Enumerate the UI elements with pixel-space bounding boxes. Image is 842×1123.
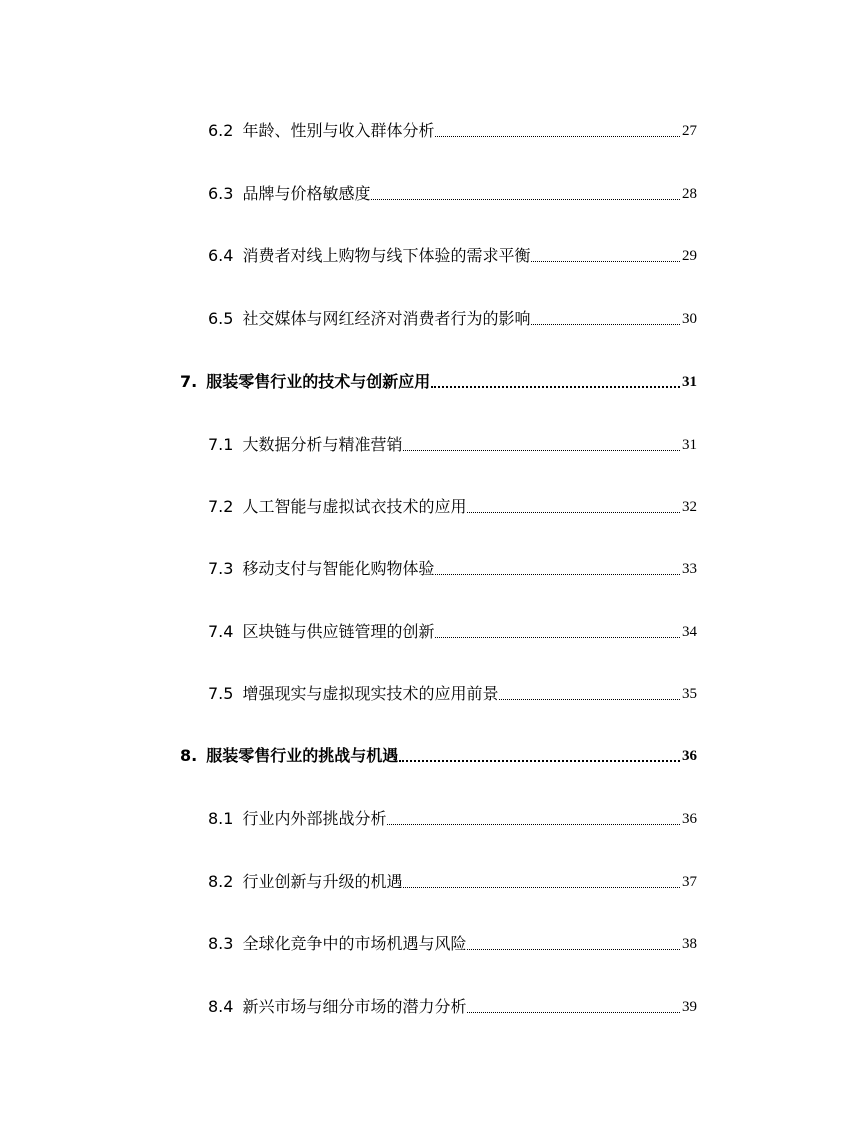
entry-page-number: 36 <box>682 811 697 827</box>
entry-page-number: 35 <box>682 686 697 702</box>
toc-entry-6-5[interactable] <box>208 303 697 329</box>
entry-page-number: 31 <box>682 437 697 453</box>
toc-entry-7-4[interactable] <box>208 616 697 642</box>
entry-title: 行业内外部挑战分析 <box>242 809 387 828</box>
dot-leader <box>371 199 680 200</box>
toc-entry-7[interactable] <box>180 366 697 392</box>
toc-entry-8-1[interactable] <box>208 803 697 829</box>
entry-number: 8.2 <box>208 872 234 891</box>
entry-title: 服装零售行业的技术与创新应用 <box>206 372 431 391</box>
dot-leader <box>467 512 680 513</box>
toc-entry-8-3[interactable] <box>208 928 697 954</box>
entry-number: 7. <box>180 372 198 391</box>
toc-entry-7-2[interactable] <box>208 491 697 517</box>
toc-entry-7-5[interactable] <box>208 678 697 704</box>
dot-leader <box>403 450 680 451</box>
entry-page-number: 34 <box>682 624 697 640</box>
dot-leader <box>403 887 680 888</box>
toc-entry-8-2[interactable] <box>208 866 697 892</box>
dot-leader <box>531 324 680 325</box>
dot-leader <box>399 760 680 762</box>
dot-leader <box>431 386 680 388</box>
entry-title: 社交媒体与网红经济对消费者行为的影响 <box>242 309 531 328</box>
entry-page-number: 38 <box>682 936 697 952</box>
entry-page-number: 31 <box>682 374 697 390</box>
entry-number: 7.3 <box>208 559 234 578</box>
dot-leader <box>531 261 680 262</box>
entry-page-number: 30 <box>682 311 697 327</box>
entry-page-number: 29 <box>682 248 697 264</box>
dot-leader <box>499 699 680 700</box>
entry-title: 消费者对线上购物与线下体验的需求平衡 <box>242 246 531 265</box>
entry-number: 6.5 <box>208 309 234 328</box>
entry-page-number: 33 <box>682 561 697 577</box>
dot-leader <box>435 136 680 137</box>
entry-page-number: 39 <box>682 999 697 1015</box>
entry-title: 新兴市场与细分市场的潜力分析 <box>242 997 467 1016</box>
entry-title: 移动支付与智能化购物体验 <box>242 559 435 578</box>
entry-number: 8.1 <box>208 809 234 828</box>
entry-title: 区块链与供应链管理的创新 <box>242 622 435 641</box>
dot-leader <box>387 824 680 825</box>
toc-entry-7-1[interactable] <box>208 429 697 455</box>
entry-title: 服装零售行业的挑战与机遇 <box>206 746 399 765</box>
dot-leader <box>435 637 680 638</box>
entry-number: 8.3 <box>208 934 234 953</box>
entry-title: 全球化竞争中的市场机遇与风险 <box>242 934 467 953</box>
entry-title: 年龄、性别与收入群体分析 <box>242 121 435 140</box>
entry-title: 人工智能与虚拟试衣技术的应用 <box>242 497 467 516</box>
entry-page-number: 36 <box>682 748 697 764</box>
dot-leader <box>467 949 680 950</box>
entry-page-number: 27 <box>682 123 697 139</box>
toc-entry-6-3[interactable] <box>208 178 697 204</box>
entry-title: 品牌与价格敏感度 <box>242 184 371 203</box>
dot-leader <box>435 574 680 575</box>
toc-entry-8[interactable] <box>180 740 697 766</box>
entry-page-number: 37 <box>682 874 697 890</box>
toc-entry-8-4[interactable] <box>208 991 697 1017</box>
entry-number: 7.4 <box>208 622 234 641</box>
entry-number: 7.5 <box>208 684 234 703</box>
entry-page-number: 32 <box>682 499 697 515</box>
toc-entry-6-2[interactable] <box>208 115 697 141</box>
entry-number: 6.2 <box>208 121 234 140</box>
entry-number: 7.2 <box>208 497 234 516</box>
toc-entry-7-3[interactable] <box>208 553 697 579</box>
entry-number: 6.4 <box>208 246 234 265</box>
entry-title: 增强现实与虚拟现实技术的应用前景 <box>242 684 499 703</box>
entry-title: 行业创新与升级的机遇 <box>242 872 403 891</box>
dot-leader <box>467 1012 680 1013</box>
entry-number: 7.1 <box>208 435 234 454</box>
entry-number: 8.4 <box>208 997 234 1016</box>
entry-title: 大数据分析与精准营销 <box>242 435 403 454</box>
toc-entry-6-4[interactable] <box>208 240 697 266</box>
entry-number: 8. <box>180 746 198 765</box>
entry-page-number: 28 <box>682 186 697 202</box>
entry-number: 6.3 <box>208 184 234 203</box>
